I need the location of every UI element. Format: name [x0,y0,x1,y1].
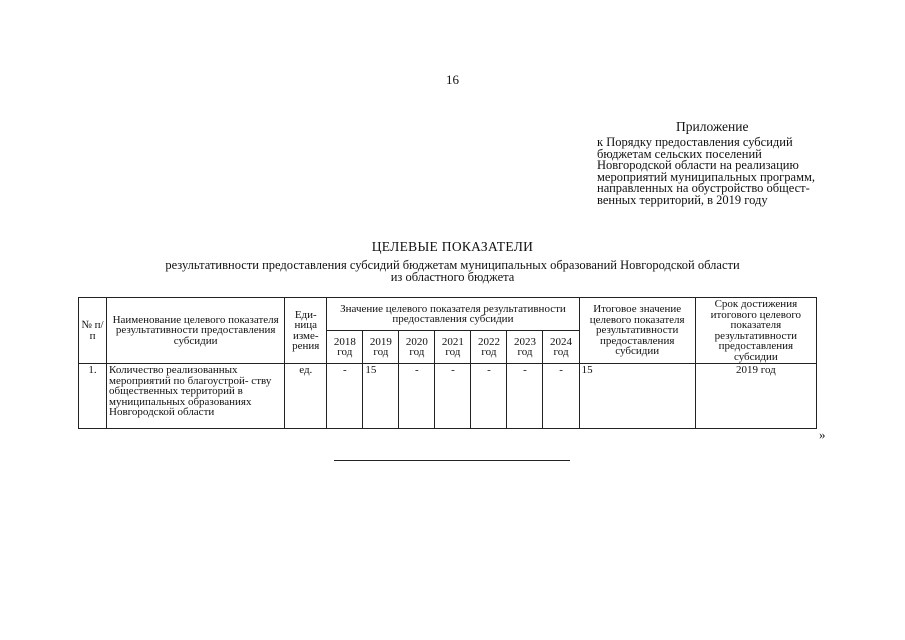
page-number: 16 [446,72,459,87]
appendix-line: венных территорий, в 2019 году [597,192,768,207]
cell-year-value: - [471,364,507,429]
cell-year-value: - [543,364,579,429]
appendix-line: направленных на обустройство общест- [597,181,810,195]
header-value-group: Значение целевого показателя результативности предоставления субсидии [327,298,579,331]
table-row [79,364,817,429]
cell-year-value: - [507,364,543,429]
appendix-line: мероприятий муниципальных программ, [597,169,816,184]
cell-total: 15 [579,364,695,429]
header-year: 2018 год [327,331,363,364]
cell-year-value: - [435,364,471,429]
header-year: 2023 год [507,331,543,364]
cell-year-value: 15 [363,364,399,429]
header-name: Наименование целевого показателя результативности предоставления субсидии [107,298,285,364]
header-deadline: Срок достижения итогового целевого показателя результативности предоставления субсидии [695,298,816,364]
cell-unit: ед. [285,364,327,429]
appendix-text [597,137,847,206]
header-total: Итоговое значение целевого показателя результативности предоставления субсидии [579,298,695,364]
header-year: 2020 год [399,331,435,364]
appendix-line: Новгородской области на реализацию [597,158,799,172]
header-year: 2022 год [471,331,507,364]
header-unit: Еди- ница изме- рения [285,298,327,364]
closing-quote: » [819,427,826,442]
header-year: 2019 год [363,331,399,364]
appendix-line: к Порядку предоставления субсидий [597,135,793,149]
cell-deadline: 2019 год [695,364,816,429]
subtitle-line: результативности предоставления субсидий бюджетам муниципальных образований Новгородской области [165,258,740,272]
header-num: № п/п [79,298,107,364]
subtitle-line: из областного бюджета [390,269,515,284]
table-header-row [79,298,817,331]
cell-num: 1. [79,364,107,429]
document-title: ЦЕЛЕВЫЕ ПОКАЗАТЕЛИ [371,239,534,254]
appendix-title: Приложение [676,119,749,134]
cell-year-value: - [399,364,435,429]
separator-line [334,460,570,461]
header-year: 2021 год [435,331,471,364]
cell-name: Количество реализованных мероприятий по благоустрой- ству общественных территорий в муниципальных образованиях Новгородской области [107,364,285,429]
cell-year-value: - [327,364,363,429]
document-subtitle [0,260,905,283]
header-year: 2024 год [543,331,579,364]
targets-table [78,297,817,429]
appendix-line: бюджетам сельских поселений [597,146,762,161]
